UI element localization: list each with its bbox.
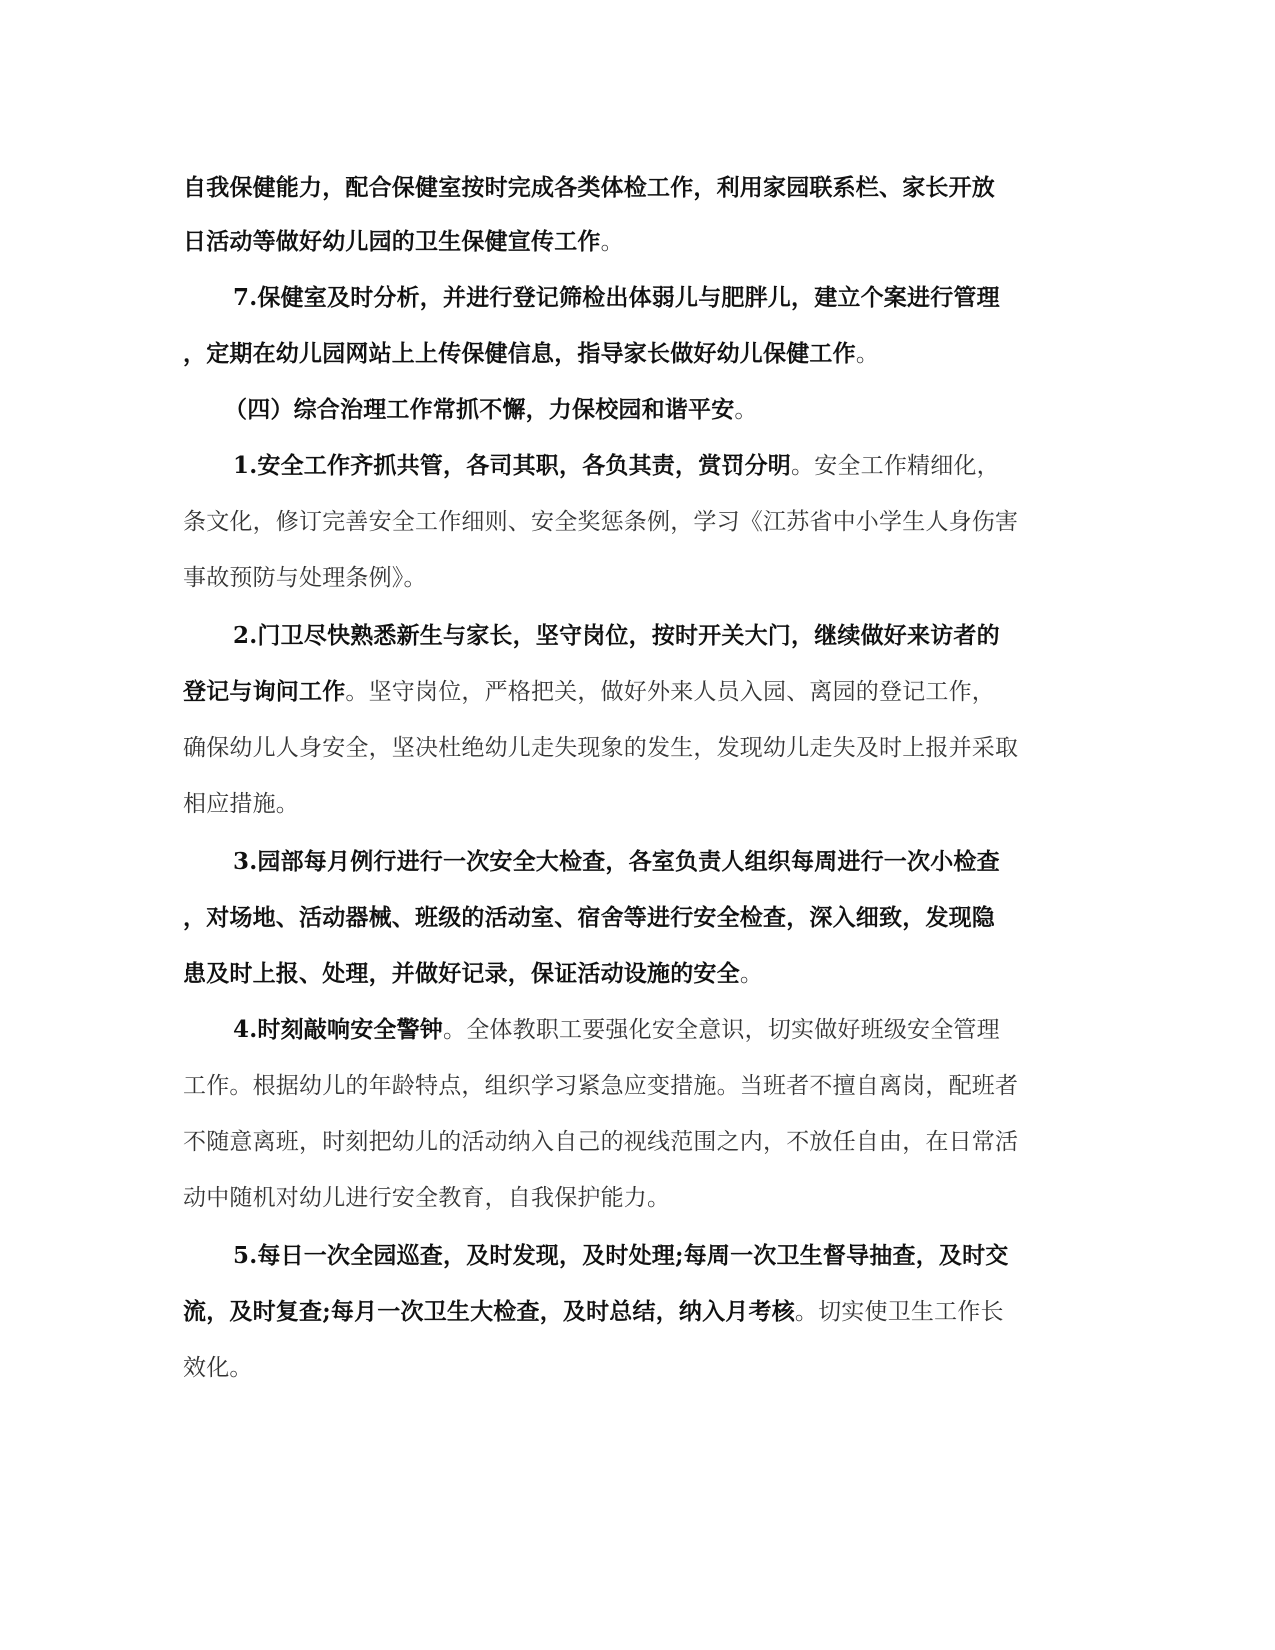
normal-text: 相应措施。 [183,791,299,817]
paragraph-line [233,1241,1113,1271]
section-heading [224,395,1104,425]
bold-text: ，对场地、活动器械、班级的活动室、宿舍等进行安全检查，深入细致，发现隐 [183,904,995,931]
normal-text: 事故预防与处理条例》。 [183,565,427,591]
normal-text: 。坚守岗位，严格把关，做好外来人员入园、离园的登记工作， [345,679,996,705]
paragraph-line [233,451,1113,481]
paragraph-line [183,733,1063,763]
normal-text: 。 [739,961,764,987]
bold-text: 流，及时复查;每月一次卫生大检查，及时总结，纳入月考核 [183,1298,795,1325]
bold-text: 自我保健能力，配合保健室按时完成各类体检工作，利用家园联系栏、家长开放 [183,174,995,201]
paragraph-line [183,173,1063,203]
bold-text: 登记与询问工作 [183,678,346,705]
bold-text: 患及时上报、处理，并做好记录，保证活动设施的安全 [183,960,740,987]
paragraph-line [183,1183,1063,1213]
paragraph-line [183,789,1063,819]
bold-text: 5.每日一次全园巡查，及时发现，及时处理;每周一次卫生督导抽查，及时交 [233,1242,1009,1269]
paragraph-line [233,847,1113,877]
normal-text: 。全体教职工要强化安全意识，切实做好班级安全管理 [443,1017,1000,1043]
paragraph-line [183,1297,1063,1327]
paragraph-line [183,1353,1063,1383]
paragraph-line [233,1015,1113,1045]
normal-text: 。 [600,229,624,255]
paragraph-line [233,283,1113,313]
bold-text: 3.园部每月例行进行一次安全大检查，各室负责人组织每周进行一次小检查 [233,848,1000,875]
paragraph-line [183,563,1063,593]
normal-text: 动中随机对幼儿进行安全教育，自我保护能力。 [183,1185,671,1211]
normal-text: 。 [855,341,880,367]
bold-text: （四）综合治理工作常抓不懈，力保校园和谐平安 [224,396,735,423]
bold-text: 日活动等做好幼儿园的卫生保健宣传工作 [183,228,601,255]
paragraph-line [183,959,1063,989]
normal-text: 。切实使卫生工作长 [794,1299,1004,1325]
normal-text: 确保幼儿人身安全，坚决杜绝幼儿走失现象的发生，发现幼儿走失及时上报并采取 [183,735,1019,761]
paragraph-line [183,1127,1063,1157]
normal-text: 。 [734,397,758,423]
paragraph-line [183,677,1063,707]
normal-text: 。安全工作精细化， [791,453,1000,479]
normal-text: 条文化，修订完善安全工作细则、安全奖惩条例，学习《江苏省中小学生人身伤害 [183,509,1019,535]
normal-text: 工作。根据幼儿的年龄特点，组织学习紧急应变措施。当班者不擅自离岗，配班者 [183,1073,1019,1099]
normal-text: 效化。 [183,1355,253,1381]
bold-text: 2.门卫尽快熟悉新生与家长，坚守岗位，按时开关大门，继续做好来访者的 [233,622,1000,649]
bold-text: 1.安全工作齐抓共管，各司其职，各负其责，赏罚分明 [233,452,792,479]
normal-text: 不随意离班，时刻把幼儿的活动纳入自己的视线范围之内，不放任自由，在日常活 [183,1129,1019,1155]
bold-text: 4.时刻敲响安全警钟 [233,1016,444,1043]
paragraph-line [183,1071,1063,1101]
paragraph-line [183,227,1063,257]
bold-text: 7.保健室及时分析，并进行登记筛检出体弱儿与肥胖儿，建立个案进行管理 [233,284,1000,311]
paragraph-line [233,621,1113,651]
paragraph-line [183,339,1063,369]
bold-text: ，定期在幼儿园网站上上传保健信息，指导家长做好幼儿保健工作 [183,340,856,367]
paragraph-line [183,903,1063,933]
paragraph-line [183,507,1063,537]
